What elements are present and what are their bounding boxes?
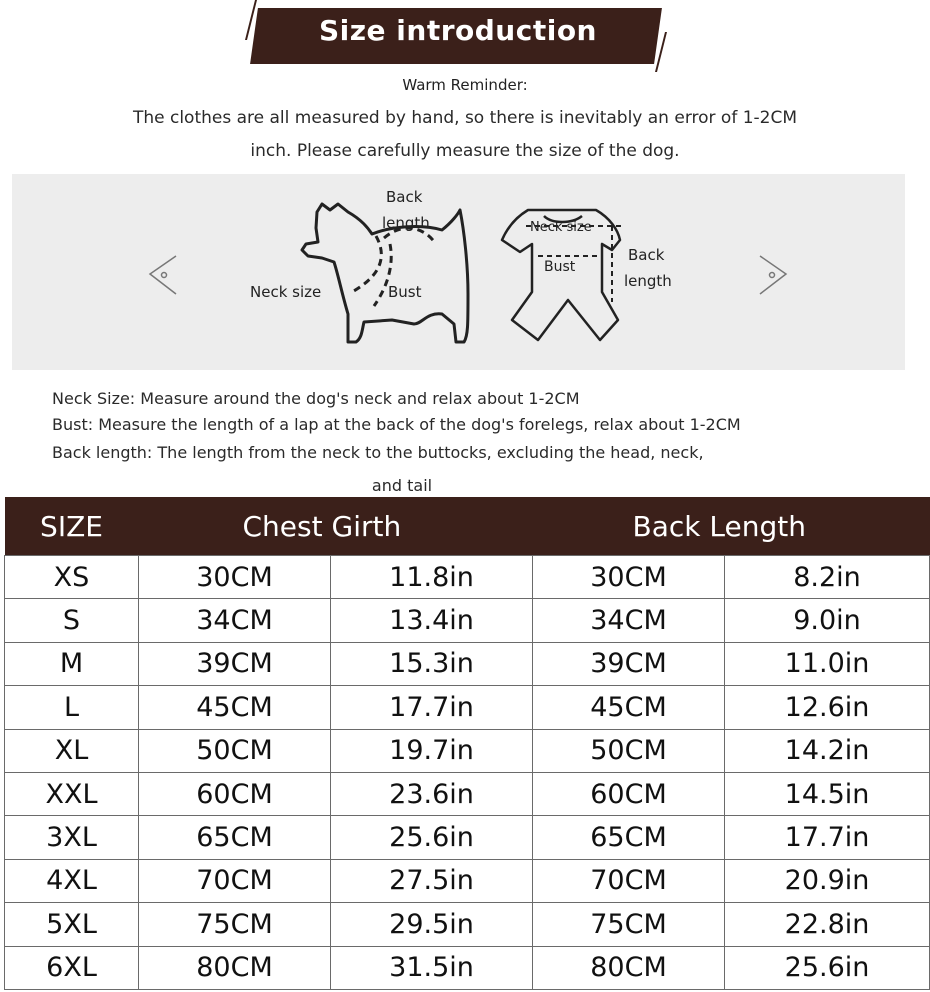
nav-left-icon <box>150 256 176 294</box>
nav-right-icon <box>760 256 786 294</box>
table-row <box>5 946 930 989</box>
back-cm-cell: 80CM <box>533 946 725 989</box>
garment-neck-label: Neck size <box>530 220 592 235</box>
bust-description: Bust: Measure the length of a lap at the back of the dog's forelegs, relax about 1-2CM <box>52 415 741 434</box>
size-cell: S <box>5 599 139 642</box>
back-in-cell: 20.9in <box>725 859 930 902</box>
chest-cm-cell: 80CM <box>139 946 331 989</box>
chest-cm-cell: 65CM <box>139 816 331 859</box>
reminder-title: Warm Reminder: <box>402 76 528 94</box>
chest-cm-cell: 39CM <box>139 642 331 685</box>
size-cell: XS <box>5 556 139 599</box>
size-cell: M <box>5 642 139 685</box>
dog-back-label: Back <box>386 188 423 206</box>
garment-length-label: length <box>624 272 672 290</box>
back-in-cell: 12.6in <box>725 686 930 729</box>
back-in-cell: 14.5in <box>725 772 930 815</box>
table-row <box>5 729 930 772</box>
back-cm-cell: 34CM <box>533 599 725 642</box>
page-title: Size introduction <box>319 14 597 47</box>
chest-in-cell: 25.6in <box>331 816 533 859</box>
neck-dashed-line <box>352 236 381 292</box>
size-cell: 4XL <box>5 859 139 902</box>
back-cm-cell: 65CM <box>533 816 725 859</box>
chest-cm-cell: 45CM <box>139 686 331 729</box>
table-row <box>5 816 930 859</box>
reminder-line-2: inch. Please carefully measure the size of the dog. <box>250 141 680 161</box>
table-row <box>5 859 930 902</box>
back-in-cell: 11.0in <box>725 642 930 685</box>
back-length-description: Back length: The length from the neck to the buttocks, excluding the head, neck, <box>52 443 704 462</box>
chest-cm-cell: 70CM <box>139 859 331 902</box>
size-table <box>4 497 930 990</box>
size-cell: 3XL <box>5 816 139 859</box>
back-cm-cell: 50CM <box>533 729 725 772</box>
chest-cm-cell: 34CM <box>139 599 331 642</box>
size-cell: XL <box>5 729 139 772</box>
back-in-cell: 25.6in <box>725 946 930 989</box>
chest-in-cell: 29.5in <box>331 903 533 946</box>
back-cm-cell: 75CM <box>533 903 725 946</box>
garment-bust-label: Bust <box>544 259 576 275</box>
back-in-cell: 8.2in <box>725 556 930 599</box>
neck-size-description: Neck Size: Measure around the dog's neck and relax about 1-2CM <box>52 389 580 408</box>
table-row <box>5 903 930 946</box>
dog-neck-label: Neck size <box>250 283 322 301</box>
header-size: SIZE <box>5 497 139 556</box>
back-cm-cell: 70CM <box>533 859 725 902</box>
chest-in-cell: 23.6in <box>331 772 533 815</box>
table-row <box>5 642 930 685</box>
chest-in-cell: 11.8in <box>331 556 533 599</box>
back-in-cell: 9.0in <box>725 599 930 642</box>
table-row <box>5 686 930 729</box>
chest-in-cell: 31.5in <box>331 946 533 989</box>
back-length-description-cont: and tail <box>371 476 433 495</box>
chest-cm-cell: 30CM <box>139 556 331 599</box>
size-cell: XXL <box>5 772 139 815</box>
chest-cm-cell: 75CM <box>139 903 331 946</box>
chest-in-cell: 17.7in <box>331 686 533 729</box>
header-chest-girth: Chest Girth <box>139 497 533 556</box>
back-in-cell: 14.2in <box>725 729 930 772</box>
table-header-row <box>5 497 930 556</box>
dog-length-label: length <box>382 214 430 232</box>
chest-cm-cell: 60CM <box>139 772 331 815</box>
title-banner <box>248 0 668 72</box>
back-in-cell: 22.8in <box>725 903 930 946</box>
size-cell: 6XL <box>5 946 139 989</box>
back-cm-cell: 39CM <box>533 642 725 685</box>
back-cm-cell: 60CM <box>533 772 725 815</box>
back-in-cell: 17.7in <box>725 816 930 859</box>
reminder-line-1: The clothes are all measured by hand, so there is inevitably an error of 1-2CM <box>132 108 798 128</box>
back-cm-cell: 30CM <box>533 556 725 599</box>
chest-in-cell: 19.7in <box>331 729 533 772</box>
chest-in-cell: 13.4in <box>331 599 533 642</box>
table-row <box>5 772 930 815</box>
garment-back-label: Back <box>628 246 665 264</box>
table-row <box>5 556 930 599</box>
chest-in-cell: 27.5in <box>331 859 533 902</box>
size-cell: L <box>5 686 139 729</box>
chest-in-cell: 15.3in <box>331 642 533 685</box>
back-cm-cell: 45CM <box>533 686 725 729</box>
dog-bust-label: Bust <box>388 283 422 301</box>
table-row <box>5 599 930 642</box>
measurement-diagram <box>12 174 905 370</box>
chest-cm-cell: 50CM <box>139 729 331 772</box>
header-back-length: Back Length <box>533 497 930 556</box>
size-cell: 5XL <box>5 903 139 946</box>
